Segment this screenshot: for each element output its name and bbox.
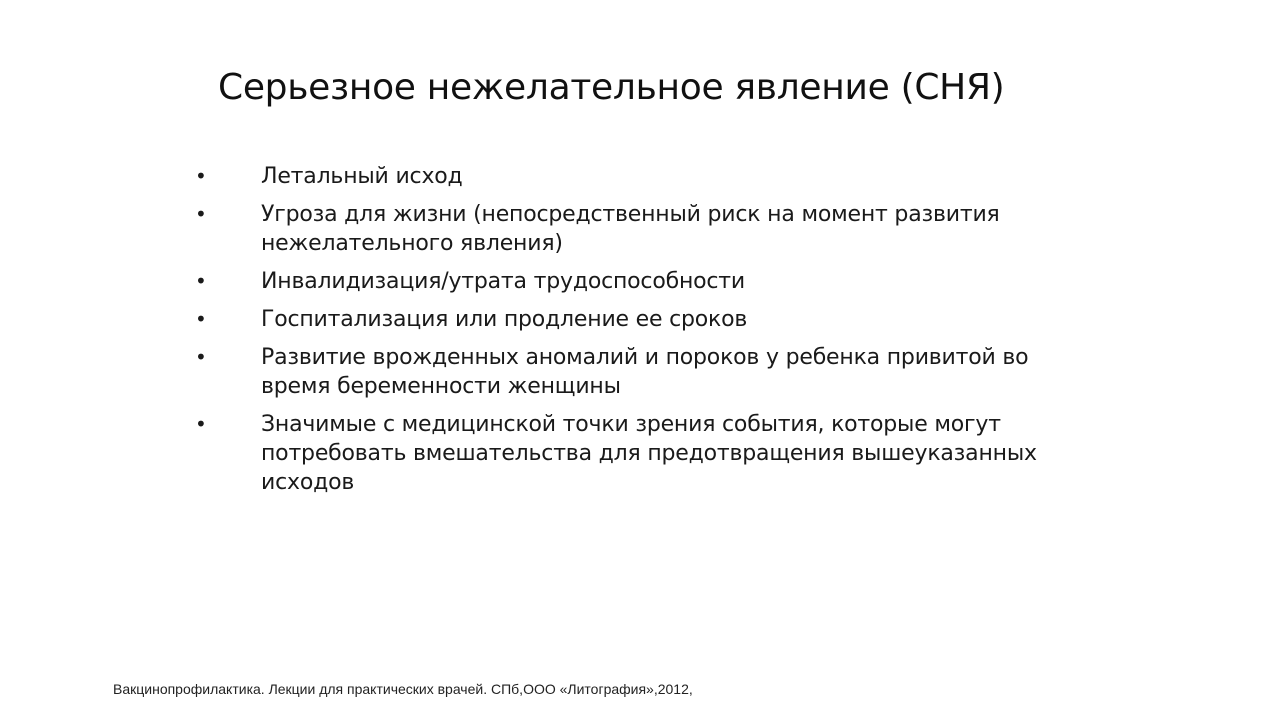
list-item: [190, 343, 1040, 401]
list-item: [190, 410, 1040, 497]
bullet-icon: •: [195, 307, 207, 331]
list-item: [190, 162, 1040, 191]
list-item-text: Развитие врожденных аномалий и пороков у ребенка привитой во время беременности женщины: [261, 345, 1029, 399]
bullet-icon: •: [195, 412, 207, 436]
bullet-list: [190, 162, 1040, 506]
bullet-icon: •: [195, 269, 207, 293]
list-item: [190, 200, 1040, 258]
list-item-text: Инвалидизация/утрата трудоспособности: [261, 269, 746, 294]
list-item-text: Угроза для жизни (непосредственный риск на момент развития нежелательного явления): [261, 202, 1000, 256]
source-citation: Вакцинопрофилактика. Лекции для практических врачей. СПб,ООО «Литография»,2012,: [113, 681, 693, 697]
list-item-text: Летальный исход: [261, 164, 463, 189]
bullet-icon: •: [195, 202, 207, 226]
bullet-icon: •: [195, 164, 207, 188]
list-item-text: Госпитализация или продление ее сроков: [261, 307, 748, 332]
bullet-icon: •: [195, 345, 207, 369]
list-item: [190, 305, 1040, 334]
list-item-text: Значимые с медицинской точки зрения события, которые могут потребовать вмешательства для предотвращения вышеуказанных исходов: [261, 412, 1037, 495]
list-item: [190, 267, 1040, 296]
slide-title: Серьезное нежелательное явление (СНЯ): [218, 67, 1005, 108]
